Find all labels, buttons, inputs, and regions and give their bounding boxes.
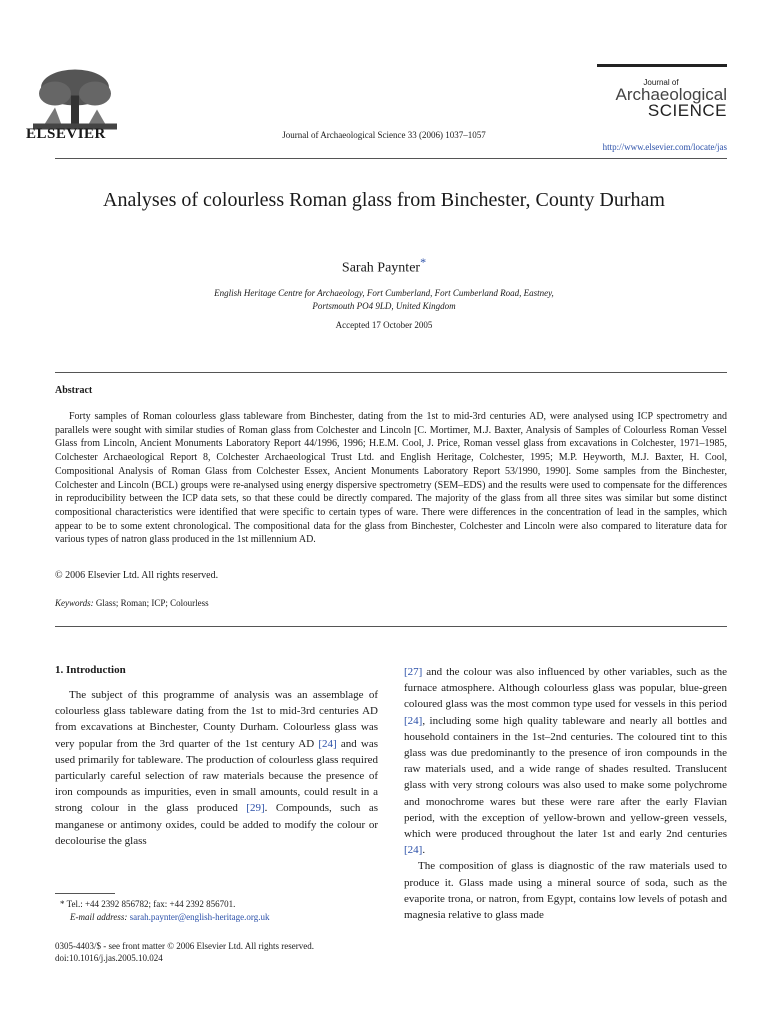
body-column-right — [404, 664, 727, 923]
email-label: E-mail address: — [70, 912, 128, 922]
citation-link[interactable]: [27] — [404, 666, 423, 678]
abstract-heading: Abstract — [55, 385, 93, 396]
abstract-text: Forty samples of Roman colourless glass tableware from Binchester, dating from the 1st to mid-3rd centuries AD, were analysed using ICP spectrometry and parallels were sought with similar studies of Roman glass from Colchester and Lincoln [C. Mortimer, M.J. Baxter, Analysis of Samples of Colourless Roman Vessel Glass from Lincoln, Ancient Monuments Laboratory Report 44/1996, 1996; H.E.M. Cool, J. Price, Roman vessel glass from excavations in Colchester, 1971–1985, Colchester Archaeological Report 8, Colchester Archaeological Trust Ltd. and English Heritage, Colchester, 1995; M.P. Heyworth, M.J. Baxter, H. Cool, Compositional Analysis of Roman Glass from Colchester Essex, Ancient Monuments Laboratory Report 53/1990, 1990]. Some samples from the Binchester, Colchester and Lincoln (BCL) groups were re-analysed using energy dispersive spectrometry (SEM–EDS) and the results were used to compensate for the differences in reproducibility between the ICP data sets, so that these could be directly compared. The majority of the glass from all three sites was similar but some distinct compositional characteristics were identified that were specific to certain types of ware. There were differences in the concentration of lead in the samples, which appear to be to some extent chronological. The compositional data for the glass from Binchester, Colchester and Lincoln were also compared to literature data for various types of natron glass produced in the 1st millennium AD. — [55, 411, 727, 546]
body-text: , including some high quality tableware and nearly all bottles and household containers in the 1st–2nd centuries. The coloured tint to this glass was due predominantly to the presence of iron compounds in the raw materials used, and a wide range of shades resulted. Translucent glass with very strong colours was also used to make some polychrome and monochrome wares but these were rare after the early Flavian period, with the exception of yellow-brown and yellow-green vessels, which were produced throughout the later 1st and early 2nd centuries — [404, 714, 727, 841]
journal-logo-archaeological: Archaeological — [615, 85, 727, 104]
abstract-divider-top — [55, 372, 727, 373]
doi-line: doi:10.1016/j.jas.2005.10.024 — [55, 953, 163, 963]
body-text: The subject of this programme of analysis was an assemblage of colourless glass tableware dating from the 1st to mid-3rd centuries AD from excavations at Binchester, County Durham. Colourless glass was very popular from the 3rd quarter of the 1st century AD — [55, 689, 378, 750]
body-text: . — [422, 844, 426, 857]
body-paragraph: The composition of glass is diagnostic of the raw materials used to produce it. Glass made using a mineral source of soda, such as the evaporite trona, or natron, from Egypt, contains low levels of potash and magnesia relative to glass made — [404, 860, 727, 922]
body-text: and the colour was also influenced by other variables, such as the furnace atmosphere. Although colourless glass was popular, blue-green coloured glass was the most common type used for vessels in this period — [404, 666, 727, 711]
email-link[interactable]: sarah.paynter@english-heritage.org.uk — [129, 912, 270, 922]
journal-url-link[interactable]: http://www.elsevier.com/locate/jas — [602, 142, 727, 152]
author-footnote-link[interactable]: * — [420, 255, 427, 269]
journal-logo-bar — [597, 64, 727, 67]
affiliation-line-1: English Heritage Centre for Archaeology, Fort Cumberland, Fort Cumberland Road, Eastney, — [214, 288, 554, 298]
issn-line: 0305-4403/$ - see front matter © 2006 Elsevier Ltd. All rights reserved. — [55, 941, 315, 951]
citation-link[interactable]: [24] — [318, 737, 337, 750]
affiliation-line-2: Portsmouth PO4 9LD, United Kingdom — [312, 301, 456, 311]
author-name: Sarah Paynter — [341, 260, 421, 276]
body-paragraph — [404, 664, 727, 858]
keywords-label: Keywords: — [55, 598, 94, 608]
section-heading-introduction: 1. Introduction — [55, 664, 126, 676]
journal-reference: Journal of Archaeological Science 33 (2006) 1037–1057 — [282, 130, 486, 140]
article-title: Analyses of colourless Roman glass from Binchester, County Durham — [103, 189, 665, 211]
keywords-list: Glass; Roman; ICP; Colourless — [95, 598, 209, 608]
citation-link[interactable]: [24] — [404, 844, 423, 857]
body-text: and was used primarily for tableware. The production of colourless glass required particularly careful selection of raw materials because the presence of iron compounds as impurities, even in small amounts, could result in a strong colour in the glass produced — [55, 737, 378, 815]
body-text: . Compounds, such as manganese or antimony oxides, could be added to modify the colour or decolourise the glass — [55, 802, 379, 847]
accepted-date: Accepted 17 October 2005 — [335, 320, 433, 330]
journal-logo-science: SCIENCE — [647, 101, 727, 120]
citation-link[interactable]: [29] — [246, 802, 265, 815]
header-divider — [55, 158, 727, 159]
author-line — [0, 255, 768, 277]
footnote-contact: * Tel.: +44 2392 856782; fax: +44 2392 856701. — [60, 899, 236, 909]
publisher-name: ELSEVIER — [26, 126, 106, 142]
journal-logo-journal-of: Journal of — [643, 78, 679, 87]
citation-link[interactable]: [24] — [404, 714, 423, 727]
footnote-divider — [55, 893, 115, 894]
footnote-email — [70, 912, 270, 922]
abstract-copyright: © 2006 Elsevier Ltd. All rights reserved. — [55, 570, 219, 581]
abstract-divider-bottom — [55, 626, 727, 627]
body-column-left — [55, 687, 378, 849]
keywords — [55, 598, 209, 608]
affiliation — [150, 287, 618, 313]
